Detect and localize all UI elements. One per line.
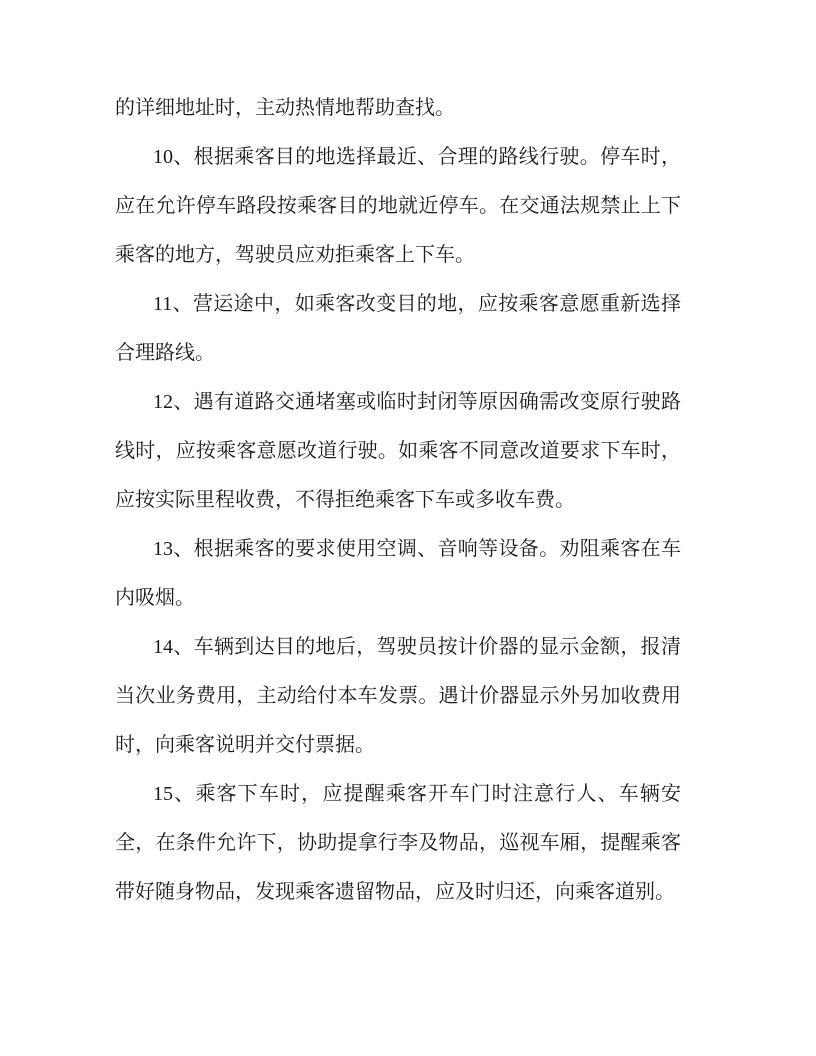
text-line-item10-3: 乘客的地方，驾驶员应劝拒乘客上下车。 — [115, 244, 475, 266]
document-text-block — [115, 84, 681, 917]
text-line-item10-2: 应在允许停车路段按乘客目的地就近停车。在交通法规禁止上下 — [115, 195, 681, 217]
text-line-item13-2: 内吸烟。 — [115, 587, 195, 609]
text-line-item11-1: 11、营运途中，如乘客改变目的地，应按乘客意愿重新选择 — [153, 293, 681, 315]
text-line-item10-1: 10、根据乘客目的地选择最近、合理的路线行驶。停车时， — [153, 146, 681, 168]
text-line-item13-1: 13、根据乘客的要求使用空调、音响等设备。劝阻乘客在车 — [153, 538, 681, 560]
text-line-item14-1: 14、车辆到达目的地后，驾驶员按计价器的显示金额，报清 — [153, 636, 681, 658]
text-line-item14-3: 时，向乘客说明并交付票据。 — [115, 734, 375, 756]
text-line-item12-2: 线时，应按乘客意愿改道行驶。如乘客不同意改道要求下车时， — [115, 440, 681, 462]
text-line-item15-1: 15、乘客下车时，应提醒乘客开车门时注意行人、车辆安 — [153, 783, 681, 805]
text-line-item14-2: 当次业务费用，主动给付本车发票。遇计价器显示外另加收费用 — [115, 685, 681, 707]
text-line-item15-2: 全，在条件允许下，协助提拿行李及物品，巡视车厢，提醒乘客 — [115, 832, 681, 854]
text-line-continuation: 的详细地址时，主动热情地帮助查找。 — [115, 97, 455, 119]
text-line-item15-3: 带好随身物品，发现乘客遗留物品，应及时归还，向乘客道别。 — [115, 881, 675, 903]
text-line-item12-1: 12、遇有道路交通堵塞或临时封闭等原因确需改变原行驶路 — [153, 391, 681, 413]
text-line-item12-3: 应按实际里程收费，不得拒绝乘客下车或多收车费。 — [115, 489, 575, 511]
text-line-item11-2: 合理路线。 — [115, 342, 215, 364]
